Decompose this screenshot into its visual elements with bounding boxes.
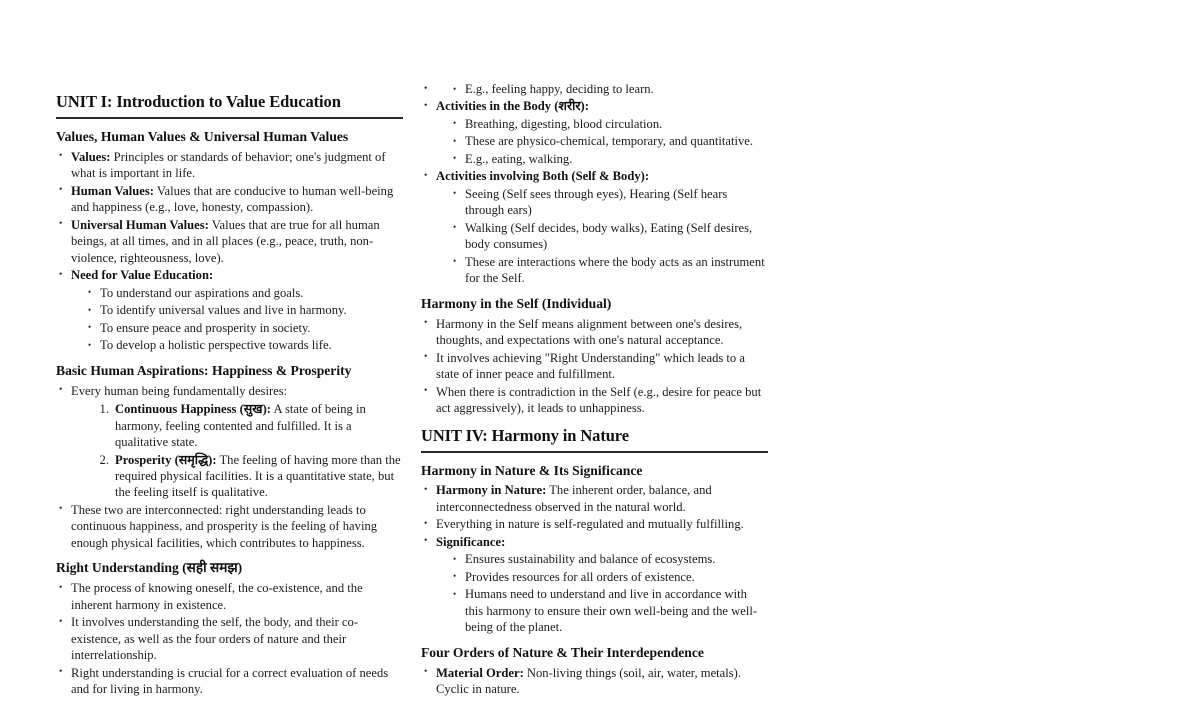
list-item-text: Principles or standards of behavior; one's judgment of what is important in life.	[71, 149, 386, 181]
bullet-list	[421, 81, 768, 287]
sub-list	[436, 186, 768, 287]
list-item-text: Non-living things (soil, air, water, metals). Cyclic in nature.	[436, 665, 742, 697]
list-item-text: The inherent order, balance, and interconnectedness observed in the natural world.	[436, 483, 712, 514]
section-block	[56, 560, 403, 697]
list-item	[423, 350, 768, 383]
list-item: • • E.g., feeling happy, deciding to learn.	[451, 81, 768, 97]
list-item-text: When there is contradiction in the Self (e.g., desire for peace but act aggressively), it leads to unhappiness.	[436, 384, 762, 416]
numbered-item-label: Prosperity (समृद्धि):	[115, 452, 217, 467]
list-item: • Seeing (Self sees through eyes), Hearing (Self hears through ears)	[451, 186, 768, 219]
list-item	[423, 665, 768, 698]
list-item: • Ensures sustainability and balance of ecosystems.	[451, 551, 768, 567]
list-item: • Humans need to understand and live in accordance with this harmony to ensure their own well-being and the well-being of the planet.	[451, 586, 768, 635]
list-item: • To develop a holistic perspective towards life.	[86, 337, 403, 353]
list-item-text: Everything in nature is self-regulated and mutually fulfilling.	[436, 517, 744, 532]
unit-heading-group	[56, 92, 403, 119]
list-item-label: Values:	[71, 149, 111, 164]
list-item: • Walking (Self decides, body walks), Eating (Self desires, body consumes)	[451, 220, 768, 253]
numbered-item-label: Continuous Happiness (सुख):	[115, 402, 271, 417]
section-block	[56, 129, 403, 354]
list-item-text: The process of knowing oneself, the co-existence, and the inherent harmony in existence.	[71, 581, 363, 612]
unit-divider	[56, 117, 403, 119]
list-item: • These are interactions where the body acts as an instrument for the Self.	[451, 254, 768, 287]
list-item-label: Significance:	[436, 534, 506, 549]
column-left	[56, 0, 403, 718]
bullet-list	[56, 149, 403, 354]
section-heading: Basic Human Aspirations: Happiness & Prosperity	[56, 362, 352, 378]
list-item-label: Need for Value Education:	[71, 268, 214, 283]
section-heading: Values, Human Values & Universal Human Values	[56, 128, 349, 144]
sub-list	[436, 551, 768, 635]
list-item-text: Values that are true for all human beings, at all times, and in all places (e.g., peace, truth, non-violence, righteousness, love).	[71, 217, 380, 265]
list-item	[423, 482, 768, 515]
list-item: • Provides resources for all orders of existence.	[451, 569, 768, 585]
list-item	[58, 267, 403, 353]
bullet-list	[56, 383, 403, 552]
unit-heading-group	[421, 426, 768, 453]
numbered-item-text: The feeling of having more than the required physical facilities. It is a quantitative state, but the feeling itself is qualitative.	[115, 452, 401, 500]
list-item	[58, 217, 403, 266]
list-item	[58, 614, 403, 663]
list-item-label: Activities involving Both (Self & Body):	[436, 169, 650, 184]
list-item: • To identify universal values and live in harmony.	[86, 302, 403, 318]
numbered-item-text: A state of being in harmony, feeling contented and fulfilled. It is a qualitative state.	[115, 402, 366, 450]
section-block	[421, 463, 768, 636]
list-item-text: Right understanding is crucial for a correct evaluation of needs and for living in harmony.	[71, 665, 389, 697]
section-block	[421, 645, 768, 698]
list-item-label: Activities in the Body (शरीर):	[436, 99, 589, 114]
list-item	[58, 183, 403, 216]
list-item	[423, 316, 768, 349]
list-item-text: These two are interconnected: right understanding leads to continuous happiness, and prosperity is the feeling of having enough physical facilities, which contributes to happiness.	[71, 502, 378, 550]
column-right	[421, 0, 768, 706]
list-item	[58, 502, 403, 551]
numbered-list	[71, 401, 403, 501]
unit-title: UNIT I: Introduction to Value Education	[56, 92, 341, 111]
numbered-list-item	[91, 452, 403, 501]
list-item-label: Harmony in Nature:	[436, 483, 547, 498]
list-item-text: Every human being fundamentally desires:	[71, 383, 288, 398]
sub-list	[436, 81, 768, 97]
bullet-list	[56, 580, 403, 697]
list-item	[423, 168, 768, 286]
list-item	[423, 534, 768, 636]
numbered-list-item	[91, 401, 403, 450]
list-item: • To understand our aspirations and goals.	[86, 285, 403, 301]
list-item-text: It involves understanding the self, the body, and their co-existence, as well as the four orders of nature and their interrelationship.	[71, 615, 359, 663]
section-block	[56, 363, 403, 552]
list-item: • Breathing, digesting, blood circulation.	[451, 116, 768, 132]
list-item: • To ensure peace and prosperity in society.	[86, 320, 403, 336]
list-item: • These are physico-chemical, temporary, and quantitative.	[451, 133, 768, 149]
list-item	[58, 149, 403, 182]
sub-list	[71, 285, 403, 354]
section-heading: Right Understanding (सही समझ)	[56, 560, 243, 576]
list-item	[423, 81, 768, 97]
section-heading: Harmony in the Self (Individual)	[421, 295, 612, 311]
bullet-list	[421, 665, 768, 698]
section-block	[421, 296, 768, 417]
list-item-label: Universal Human Values:	[71, 217, 209, 232]
list-item-text: Harmony in the Self means alignment between one's desires, thoughts, and expectations with one's natural acceptance.	[436, 316, 743, 348]
list-item	[423, 516, 768, 532]
bullet-list	[421, 316, 768, 417]
unit-title: UNIT IV: Harmony in Nature	[421, 425, 629, 445]
section-block	[421, 81, 768, 287]
list-item-text: Values that are conducive to human well-being and happiness (e.g., love, honesty, compassion).	[71, 183, 394, 215]
list-item	[423, 98, 768, 167]
list-item	[423, 384, 768, 417]
list-item	[58, 580, 403, 613]
list-item-label: Human Values:	[71, 183, 154, 198]
list-item: • E.g., eating, walking.	[451, 151, 768, 167]
list-item-text: It involves achieving "Right Understanding" which leads to a state of inner peace and fulfillment.	[436, 350, 745, 382]
section-heading: Harmony in Nature & Its Significance	[421, 462, 643, 478]
unit-divider	[421, 451, 768, 453]
sub-list	[436, 116, 768, 167]
bullet-list	[421, 482, 768, 635]
list-item	[58, 665, 403, 698]
section-heading: Four Orders of Nature & Their Interdependence	[421, 644, 704, 660]
list-item	[58, 383, 403, 501]
list-item-label: Material Order:	[436, 665, 524, 680]
